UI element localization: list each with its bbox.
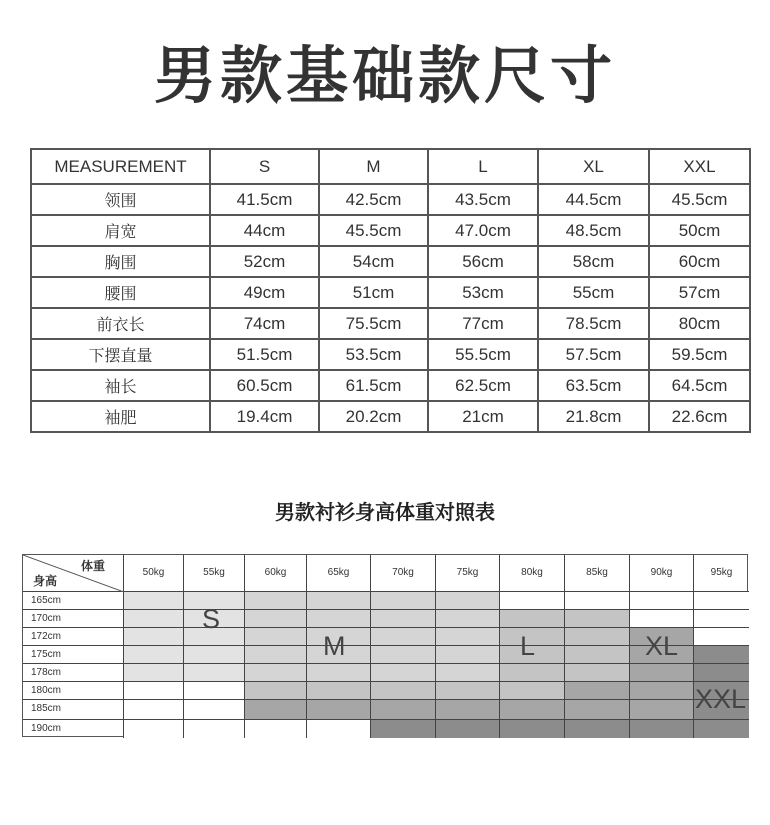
height-label: 172cm (31, 631, 62, 642)
measurement-value: 49cm (210, 277, 319, 308)
height-label: 190cm (31, 723, 62, 734)
page-title: 男款基础款尺寸 (153, 39, 616, 112)
size-shade-cell (630, 592, 694, 610)
weight-header-cell (565, 555, 630, 592)
size-shade-cell (124, 592, 184, 610)
size-shade-cell (245, 682, 307, 700)
size-shade-cell (565, 628, 630, 646)
measurement-value: 53cm (428, 277, 538, 308)
size-shade-cell (124, 700, 184, 720)
size-measurement-table (30, 148, 751, 433)
measurement-value: 74cm (210, 308, 319, 339)
size-shade-cell (307, 700, 371, 720)
size-shade-cell (565, 646, 630, 664)
size-shade-cell (245, 628, 307, 646)
measurement-value: 57cm (649, 277, 750, 308)
measurement-value: 20.2cm (319, 401, 428, 432)
size-shade-cell (500, 592, 565, 610)
size-shade-cell (245, 610, 307, 628)
measurement-value: 21.8cm (538, 401, 649, 432)
size-shade-cell (436, 610, 500, 628)
size-shade-cell (371, 682, 436, 700)
weight-label: 90kg (650, 567, 673, 578)
measurement-row (31, 246, 750, 277)
measurement-header: MEASUREMENT (31, 149, 210, 184)
size-shade-cell (245, 646, 307, 664)
size-label-xl: XL (645, 631, 679, 661)
weight-header-cell (371, 555, 436, 592)
measurement-value: 44cm (210, 215, 319, 246)
size-label-xxl: XXL (695, 684, 747, 714)
size-shade-cell (124, 628, 184, 646)
measurement-value: 80cm (649, 308, 750, 339)
measurement-value: 54cm (319, 246, 428, 277)
measurement-value: 62.5cm (428, 370, 538, 401)
size-shade-cell (436, 682, 500, 700)
weight-label: 70kg (392, 567, 414, 578)
size-header-l: L (428, 149, 538, 184)
height-label-cell (23, 628, 124, 646)
height-label-cell (23, 610, 124, 628)
measurement-value: 19.4cm (210, 401, 319, 432)
size-header-m: M (319, 149, 428, 184)
size-shade-cell (307, 610, 371, 628)
measurement-value: 47.0cm (428, 215, 538, 246)
size-label-l: L (520, 631, 536, 661)
size-shade-cell (565, 700, 630, 720)
size-shade-cell (245, 720, 307, 738)
measurement-value: 53.5cm (319, 339, 428, 370)
size-shade-cell (500, 664, 565, 682)
measurement-value: 42.5cm (319, 184, 428, 215)
measurement-label: 前衣长 (31, 308, 210, 339)
size-shade-cell (124, 682, 184, 700)
weight-label: 65kg (327, 567, 350, 578)
measurement-value: 59.5cm (649, 339, 750, 370)
height-label: 180cm (31, 685, 62, 696)
weight-label: 55kg (203, 567, 225, 578)
weight-label: 95kg (710, 567, 733, 578)
size-shade-cell (630, 682, 694, 700)
measurement-value: 60.5cm (210, 370, 319, 401)
size-shade-cell (307, 720, 371, 738)
height-label-cell (23, 592, 124, 610)
measurement-value: 60cm (649, 246, 750, 277)
size-shade-cell (500, 720, 565, 738)
height-label-cell (23, 720, 124, 738)
size-shade-cell (630, 720, 694, 738)
height-label-cell (23, 646, 124, 664)
height-label-cell (23, 700, 124, 720)
size-table-header-row (31, 149, 750, 184)
measurement-value: 75.5cm (319, 308, 428, 339)
measurement-value: 58cm (538, 246, 649, 277)
size-shade-cell (436, 592, 500, 610)
measurement-row (31, 339, 750, 370)
size-shade-cell (565, 682, 630, 700)
corner-height-label: 身高 (33, 574, 58, 588)
size-shade-cell (371, 628, 436, 646)
size-shade-cell (124, 720, 184, 738)
height-label: 185cm (31, 703, 62, 714)
size-shade-cell (565, 720, 630, 738)
size-shade-cell (436, 720, 500, 738)
weight-header-cell (184, 555, 245, 592)
size-shade-cell (307, 682, 371, 700)
size-shade-cell (630, 610, 694, 628)
size-shade-cell (124, 610, 184, 628)
size-shade-cell (500, 700, 565, 720)
measurement-row (31, 277, 750, 308)
measurement-value: 51.5cm (210, 339, 319, 370)
measurement-value: 45.5cm (319, 215, 428, 246)
size-shade-cell (184, 682, 245, 700)
measurement-value: 43.5cm (428, 184, 538, 215)
size-header-s: S (210, 149, 319, 184)
measurement-row (31, 401, 750, 432)
measurement-label: 领围 (31, 184, 210, 215)
size-shade-cell (371, 646, 436, 664)
size-shade-cell (184, 700, 245, 720)
height-label-cell (23, 664, 124, 682)
size-shade-cell (371, 700, 436, 720)
measurement-value: 52cm (210, 246, 319, 277)
size-shade-cell (184, 646, 245, 664)
weight-header-cell (124, 555, 184, 592)
size-shade-cell (565, 592, 630, 610)
size-shade-cell (694, 720, 749, 738)
weight-header-cell (436, 555, 500, 592)
measurement-label: 袖长 (31, 370, 210, 401)
size-shade-cell (124, 646, 184, 664)
measurement-value: 56cm (428, 246, 538, 277)
weight-header-cell (500, 555, 565, 592)
size-shade-cell (184, 664, 245, 682)
size-shade-cell (245, 592, 307, 610)
measurement-value: 50cm (649, 215, 750, 246)
size-shade-cell (630, 664, 694, 682)
size-shade-cell (245, 664, 307, 682)
size-shade-cell (307, 592, 371, 610)
measurement-row (31, 308, 750, 339)
height-label: 165cm (31, 595, 62, 606)
measurement-label: 肩宽 (31, 215, 210, 246)
measurement-value: 57.5cm (538, 339, 649, 370)
measurement-label: 下摆直量 (31, 339, 210, 370)
size-shade-cell (371, 610, 436, 628)
measurement-row (31, 215, 750, 246)
measurement-value: 64.5cm (649, 370, 750, 401)
weight-header-cell (245, 555, 307, 592)
corner-weight-label: 体重 (81, 559, 106, 573)
size-shade-cell (436, 664, 500, 682)
height-label: 170cm (31, 613, 62, 624)
height-weight-size-chart (22, 554, 748, 737)
height-label: 175cm (31, 649, 62, 660)
size-label-s: S (202, 604, 221, 634)
measurement-value: 63.5cm (538, 370, 649, 401)
weight-header-cell (694, 555, 749, 592)
size-shade-cell (694, 592, 749, 610)
measurement-value: 55cm (538, 277, 649, 308)
weight-label: 75kg (456, 567, 479, 578)
size-shade-cell (694, 646, 749, 664)
size-label-m: M (323, 631, 346, 661)
measurement-value: 44.5cm (538, 184, 649, 215)
measurement-value: 41.5cm (210, 184, 319, 215)
size-shade-cell (184, 720, 245, 738)
size-shade-cell (371, 720, 436, 738)
height-label: 178cm (31, 667, 62, 678)
measurement-value: 77cm (428, 308, 538, 339)
size-shade-cell (565, 664, 630, 682)
size-shade-cell (436, 700, 500, 720)
size-shade-cell (500, 610, 565, 628)
size-shade-cell (124, 664, 184, 682)
measurement-value: 22.6cm (649, 401, 750, 432)
size-shade-cell (694, 628, 749, 646)
height-label-cell (23, 682, 124, 700)
measurement-value: 61.5cm (319, 370, 428, 401)
size-shade-cell (371, 664, 436, 682)
weight-label: 85kg (586, 567, 608, 578)
measurement-label: 胸围 (31, 246, 210, 277)
weight-label: 80kg (521, 567, 543, 578)
size-shade-cell (307, 664, 371, 682)
weight-label: 50kg (142, 567, 165, 578)
chart-title: 男款衬衫身高体重对照表 (275, 500, 495, 524)
size-shade-cell (436, 628, 500, 646)
size-header-xxl: XXL (649, 149, 750, 184)
size-shade-cell (500, 682, 565, 700)
size-shade-cell (371, 592, 436, 610)
measurement-value: 48.5cm (538, 215, 649, 246)
measurement-label: 袖肥 (31, 401, 210, 432)
measurement-value: 51cm (319, 277, 428, 308)
measurement-label: 腰围 (31, 277, 210, 308)
measurement-value: 45.5cm (649, 184, 750, 215)
weight-header-cell (307, 555, 371, 592)
size-header-xl: XL (538, 149, 649, 184)
weight-header-cell (630, 555, 694, 592)
measurement-value: 78.5cm (538, 308, 649, 339)
measurement-value: 55.5cm (428, 339, 538, 370)
size-shade-cell (565, 610, 630, 628)
measurement-row (31, 184, 750, 215)
weight-label: 60kg (264, 567, 287, 578)
measurement-row (31, 370, 750, 401)
size-shade-cell (245, 700, 307, 720)
size-shade-cell (436, 646, 500, 664)
size-shade-cell (694, 664, 749, 682)
size-shade-cell (630, 700, 694, 720)
size-shade-cell (694, 610, 749, 628)
measurement-value: 21cm (428, 401, 538, 432)
